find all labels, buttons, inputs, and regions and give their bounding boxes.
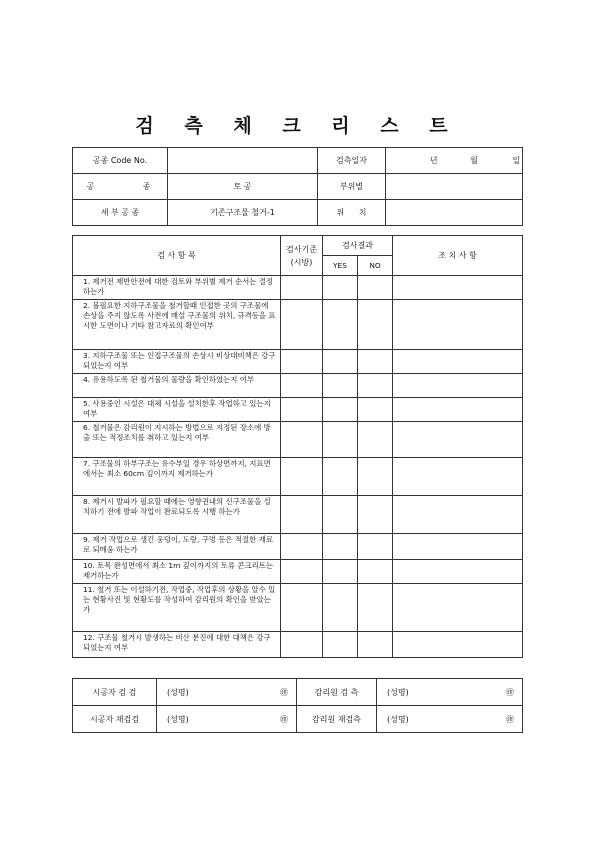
no-cell[interactable]	[358, 276, 393, 300]
seal-mark: ㊞	[280, 714, 288, 724]
item-text: 5. 사용중인 시설은 대체 시설을 설치한후 작업하고 있는지 여부	[73, 398, 281, 422]
standard-cell[interactable]	[281, 422, 323, 458]
yes-cell[interactable]	[323, 560, 358, 584]
seal-mark: ㊞	[280, 687, 288, 697]
seal-mark: ㊞	[506, 687, 514, 697]
checklist-table	[72, 235, 523, 658]
standard-cell[interactable]	[281, 458, 323, 496]
name-label: (성명)	[167, 714, 189, 724]
col-no-header: NO	[358, 256, 393, 276]
table-row	[73, 632, 523, 658]
standard-cell[interactable]	[281, 398, 323, 422]
item-text: 2. 불필요한 지하구조물을 철거할때 인접한 곳의 구조물에 손상을 주지 않도록 사전에 매설 구조물의 위치, 규격등을 표시한 도면이나 기타 참고자료의 확인여부	[73, 300, 281, 350]
standard-cell[interactable]	[281, 496, 323, 534]
signature-table	[72, 678, 523, 733]
action-cell[interactable]	[393, 496, 523, 534]
table-row	[73, 398, 523, 422]
yes-cell[interactable]	[323, 398, 358, 422]
action-cell[interactable]	[393, 584, 523, 632]
contractor-inspector-label: 시공자 검 검	[73, 679, 157, 706]
col-result-header: 검사결과	[323, 236, 393, 256]
table-row	[73, 276, 523, 300]
detail-label: 세 부 공 종	[73, 200, 168, 226]
work-label: 공 종	[73, 174, 168, 200]
action-cell[interactable]	[393, 350, 523, 374]
location-label: 위 치	[318, 200, 386, 226]
no-cell[interactable]	[358, 560, 393, 584]
yes-cell[interactable]	[323, 584, 358, 632]
code-label: 공종 Code No.	[73, 148, 168, 174]
yes-cell[interactable]	[323, 374, 358, 398]
item-text: 1. 제거전 제반안전에 대한 검토와 부위별 제거 순서는 결정하는가	[73, 276, 281, 300]
table-row	[73, 458, 523, 496]
yes-cell[interactable]	[323, 534, 358, 560]
standard-cell[interactable]	[281, 560, 323, 584]
no-cell[interactable]	[358, 374, 393, 398]
yes-cell[interactable]	[323, 496, 358, 534]
item-text: 3. 지하구조물 또는 인접구조물의 손상시 비상대비책은 강구되었는지 여부	[73, 350, 281, 374]
action-cell[interactable]	[393, 560, 523, 584]
action-cell[interactable]	[393, 534, 523, 560]
table-row	[73, 584, 523, 632]
standard-cell[interactable]	[281, 584, 323, 632]
table-row	[73, 422, 523, 458]
no-cell[interactable]	[358, 632, 393, 658]
date-label: 검측일자	[318, 148, 386, 174]
name-label: (성명)	[167, 687, 189, 697]
page-title: 검 측 체 크 리 스 트	[135, 115, 460, 137]
no-cell[interactable]	[358, 584, 393, 632]
supervisor-reinspector-label: 감리원 재검측	[297, 706, 377, 733]
table-row	[73, 350, 523, 374]
standard-cell[interactable]	[281, 300, 323, 350]
contractor-inspector-sign[interactable]	[157, 679, 297, 706]
action-cell[interactable]	[393, 300, 523, 350]
item-text: 7. 구조물의 하부구조는 유수부일 경우 하상면까지, 지표면에서는 최소 60cm 깊이까지 제거하는가	[73, 458, 281, 496]
action-cell[interactable]	[393, 632, 523, 658]
yes-cell[interactable]	[323, 300, 358, 350]
contractor-reinspector-sign[interactable]	[157, 706, 297, 733]
table-row	[73, 560, 523, 584]
action-cell[interactable]	[393, 374, 523, 398]
table-row	[73, 534, 523, 560]
date-year: 년	[429, 156, 438, 165]
col-standard-label: 검사기준	[286, 244, 317, 254]
yes-cell[interactable]	[323, 276, 358, 300]
detail-value[interactable]: 기존구조물 철거-1	[168, 200, 318, 226]
item-text: 6. 철거물은 감리원이 지시하는 방법으로 지정된 장소에 방출 또는 적정조치를 취하고 있는지 여부	[73, 422, 281, 458]
col-standard-sub: (시방)	[290, 257, 313, 267]
col-item-header: 검 사 항 목	[73, 236, 281, 276]
action-cell[interactable]	[393, 458, 523, 496]
col-yes-header: YES	[323, 256, 358, 276]
item-text: 11. 철거 또는 이설하기전, 작업중, 작업후의 상황을 알수 있는 현황사진 및 현황도를 작성하여 감리원의 확인을 받았는가	[73, 584, 281, 632]
col-standard-header	[281, 236, 323, 276]
no-cell[interactable]	[358, 534, 393, 560]
part-value[interactable]	[386, 174, 523, 200]
supervisor-reinspector-sign[interactable]	[377, 706, 523, 733]
standard-cell[interactable]	[281, 350, 323, 374]
contractor-reinspector-label: 시공자 재검검	[73, 706, 157, 733]
supervisor-inspector-sign[interactable]	[377, 679, 523, 706]
yes-cell[interactable]	[323, 458, 358, 496]
date-value[interactable]	[386, 148, 523, 174]
seal-mark: ㊞	[506, 714, 514, 724]
work-value[interactable]: 토 공	[168, 174, 318, 200]
action-cell[interactable]	[393, 422, 523, 458]
action-cell[interactable]	[393, 276, 523, 300]
supervisor-inspector-label: 감리원 검 측	[297, 679, 377, 706]
name-label: (성명)	[387, 714, 409, 724]
table-row	[73, 300, 523, 350]
no-cell[interactable]	[358, 350, 393, 374]
yes-cell[interactable]	[323, 422, 358, 458]
item-text: 12. 구조물 철거시 발생하는 비산 분진에 대한 대책은 강구되었는지 여부	[73, 632, 281, 658]
location-value[interactable]	[386, 200, 523, 226]
standard-cell[interactable]	[281, 276, 323, 300]
standard-cell[interactable]	[281, 632, 323, 658]
no-cell[interactable]	[358, 422, 393, 458]
code-value[interactable]	[168, 148, 318, 174]
table-row	[73, 496, 523, 534]
yes-cell[interactable]	[323, 350, 358, 374]
part-label: 부위별	[318, 174, 386, 200]
action-cell[interactable]	[393, 398, 523, 422]
name-label: (성명)	[387, 687, 409, 697]
item-text: 10. 토목 완성면에서 최소 1m 깊이까지의 토류 콘크리트는 제거하는가	[73, 560, 281, 584]
col-action-header: 조 치 사 항	[393, 236, 523, 276]
item-text: 9. 제거 작업으로 생긴 웅덩이, 도랑, 구멍 등은 적절한 재료로 되메움 하는가	[73, 534, 281, 560]
header-table	[72, 147, 523, 226]
yes-cell[interactable]	[323, 632, 358, 658]
no-cell[interactable]	[358, 458, 393, 496]
table-row	[73, 374, 523, 398]
standard-cell[interactable]	[281, 374, 323, 398]
no-cell[interactable]	[358, 398, 393, 422]
no-cell[interactable]	[358, 496, 393, 534]
date-day: 일	[512, 156, 521, 165]
item-text: 4. 유용하도록 된 철거물의 물량을 확인하였는지 여부	[73, 374, 281, 398]
standard-cell[interactable]	[281, 534, 323, 560]
no-cell[interactable]	[358, 300, 393, 350]
date-month: 월	[470, 156, 478, 165]
item-text: 8. 제거시 발파가 필요할 때에는 영향권내의 신구조물을 설치하기 전에 발파 작업이 완료되도록 시행 하는가	[73, 496, 281, 534]
